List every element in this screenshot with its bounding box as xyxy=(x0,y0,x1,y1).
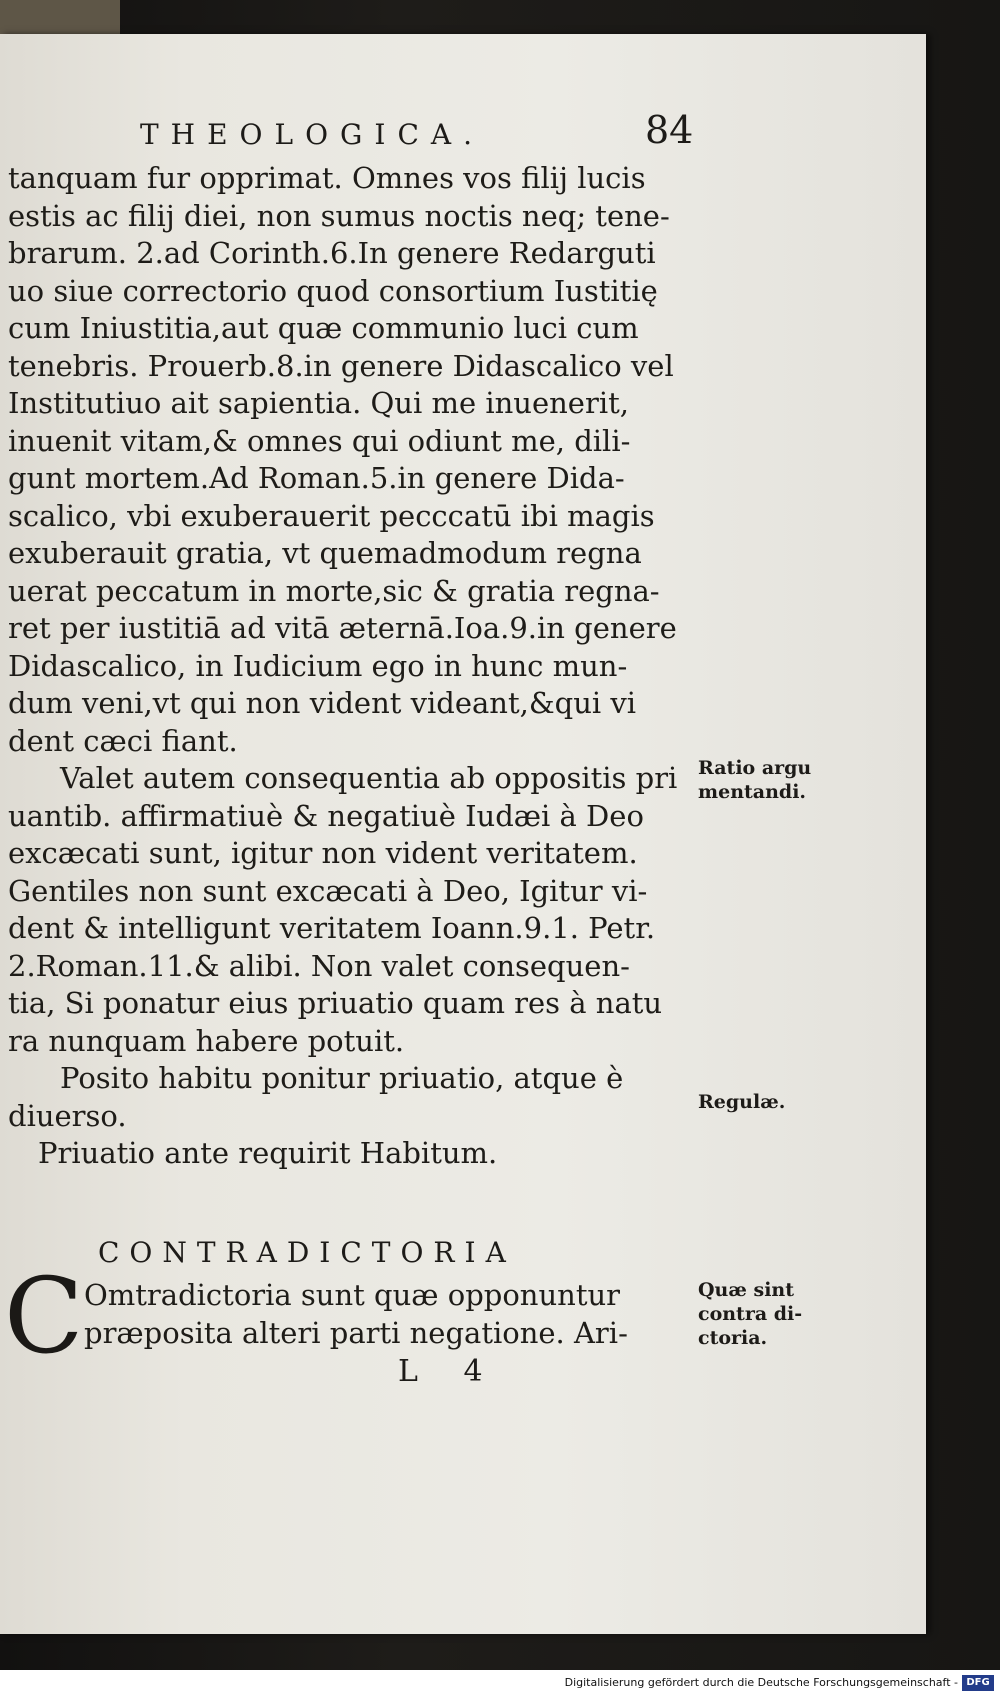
text-line: Omtradictoria sunt quæ opponuntur xyxy=(84,1278,621,1312)
text-line: uerat peccatum in morte,sic & gratia regna- xyxy=(8,573,660,608)
margin-note: Regulæ. xyxy=(698,1091,786,1113)
signature-mark: L 4 xyxy=(398,1354,501,1389)
text-line: scalico, vbi exuberauerit pecccatū ibi magis xyxy=(8,498,655,533)
text-line: tanquam fur opprimat. Omnes vos filij lucis xyxy=(8,161,646,195)
text-line: ret per iustitiā ad vitā æternā.Ioa.9.in genere xyxy=(8,611,677,645)
footer-bar xyxy=(0,1670,1000,1697)
text-line: brarum. 2.ad Corinth.6.In genere Redarguti xyxy=(8,236,656,270)
text-line: tia, Si ponatur eius priuatio quam res à natu xyxy=(8,986,663,1020)
drop-cap: C xyxy=(4,1255,84,1377)
text-line: uo siue correctorio quod consortium Iustitię xyxy=(8,273,658,308)
margin-note: Quæ sint contra di- ctoria. xyxy=(698,1279,803,1349)
text-line: excæcati sunt, igitur non vident veritatem. xyxy=(8,836,638,870)
running-head: THEOLOGICA. xyxy=(140,118,485,151)
text-line: exuberauit gratia, vt quemadmodum regna xyxy=(8,536,642,570)
text-line: inuenit vitam,& omnes qui odiunt me, dili- xyxy=(8,423,631,458)
text-line: gunt mortem.Ad Roman.5.in genere Dida- xyxy=(8,461,625,495)
text-line: Gentiles non sunt excæcati à Deo, Igitur vi- xyxy=(8,873,648,908)
text-line: dum veni,vt qui non vident videant,&qui vi xyxy=(8,686,637,720)
text-line: estis ac filij diei, non sumus noctis neq; tene- xyxy=(8,198,670,233)
text-line: dent & intelligunt veritatem Ioann.9.1. Petr. xyxy=(8,911,656,945)
text-line: Priuatio ante requirit Habitum. xyxy=(38,1136,498,1170)
drop-cap-paragraph xyxy=(84,1276,684,1352)
section-heading: CONTRADICTORIA xyxy=(98,1236,516,1269)
body-text xyxy=(8,160,688,1173)
funding-credit: Digitalisierung gefördert durch die Deutsche Forschungsgemeinschaft - xyxy=(564,1676,958,1689)
text-line: dent cæci fiant. xyxy=(8,723,238,758)
text-line: Posito habitu ponitur priuatio, atque è xyxy=(60,1061,624,1095)
text-line: ra nunquam habere potuit. xyxy=(8,1023,405,1058)
text-line: cum Iniustitia,aut quæ communio luci cum xyxy=(8,311,639,345)
page-number: 84 xyxy=(645,108,694,152)
text-line: 2.Roman.11.& alibi. Non valet consequen- xyxy=(8,948,630,983)
text-line: Institutiuo ait sapientia. Qui me inuenerit, xyxy=(8,386,629,420)
text-line: diuerso. xyxy=(8,1098,127,1133)
text-line: Didascalico, in Iudicium ego in hunc mun- xyxy=(8,648,628,683)
text-line: præposita alteri parti negatione. Ari- xyxy=(84,1316,628,1350)
text-line: tenebris. Prouerb.8.in genere Didascalico vel xyxy=(8,348,674,383)
text-line: Valet autem consequentia ab oppositis pri xyxy=(60,761,678,795)
dfg-logo: DFG xyxy=(962,1675,994,1691)
text-line: uantib. affirmatiuè & negatiuè Iudæi à Deo xyxy=(8,798,644,833)
margin-note: Ratio argu mentandi. xyxy=(698,757,812,803)
